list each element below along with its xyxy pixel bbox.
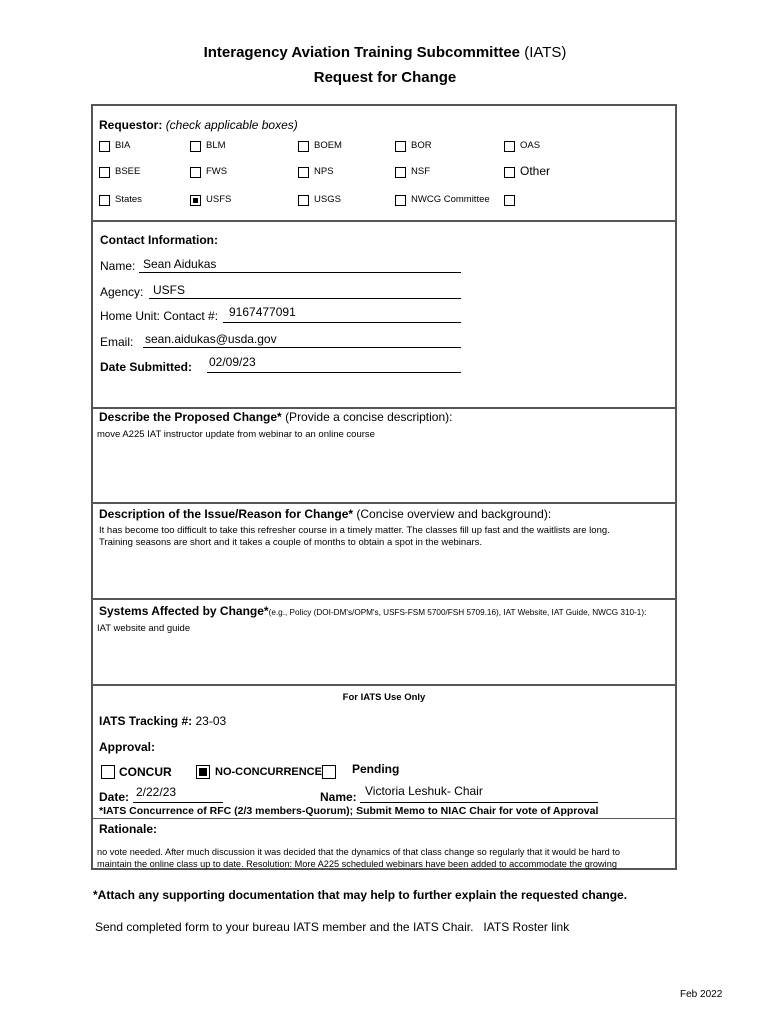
agency-checkbox-other[interactable] — [504, 167, 515, 178]
approval-date-label: Date: — [99, 790, 130, 804]
approval-label: Approval: — [99, 740, 156, 754]
home-unit-underline — [223, 322, 461, 323]
agency-label-nwcg-committee: NWCG Committee — [411, 194, 490, 205]
section-divider — [93, 598, 675, 600]
request-form — [91, 104, 677, 870]
agency-label-usfs: USFS — [206, 194, 232, 205]
concur-checkbox[interactable] — [101, 765, 115, 779]
approver-name-label: Name: — [320, 790, 357, 804]
agency-label-oas: OAS — [520, 140, 541, 151]
no-concurrence-checkbox[interactable] — [196, 765, 210, 779]
form-subtitle: Request for Change — [313, 69, 457, 86]
concurrence-note: *IATS Concurrence of RFC (2/3 members-Quorum); Submit Memo to NIAC Chair for vote of Approval — [99, 805, 599, 817]
proposed-change-heading: Describe the Proposed Change* (Provide a concise description): — [99, 410, 453, 424]
agency-label-usgs: USGS — [314, 194, 341, 205]
agency-label-blm: BLM — [206, 140, 226, 151]
iats-roster-link[interactable]: IATS Roster link — [483, 920, 570, 934]
agency-checkbox-nwcg-committee[interactable] — [395, 195, 406, 206]
agency-checkbox-nsf[interactable] — [395, 167, 406, 178]
name-underline — [139, 272, 461, 273]
agency-checkbox-bsee[interactable] — [99, 167, 110, 178]
agency-label-nps: NPS — [314, 166, 334, 177]
tracking-row: IATS Tracking #: 23-03 — [99, 714, 227, 728]
email-underline — [143, 347, 461, 348]
home-unit-field[interactable]: 9167477091 — [229, 305, 296, 319]
email-label: Email: — [100, 335, 134, 349]
agency-checkbox-oas[interactable] — [504, 141, 515, 152]
requestor-heading — [99, 118, 298, 132]
agency-checkbox-blank[interactable] — [504, 195, 515, 206]
send-note: Send completed form to your bureau IATS member and the IATS Chair. — [95, 920, 474, 934]
section-divider — [93, 220, 675, 222]
date-submitted-field[interactable]: 02/09/23 — [209, 355, 256, 369]
form-title — [0, 44, 770, 61]
concur-label: CONCUR — [119, 765, 172, 779]
agency-label-bsee: BSEE — [115, 166, 141, 177]
requestor-hint: (check applicable boxes) — [165, 118, 298, 132]
tracking-number[interactable]: 23-03 — [195, 714, 227, 728]
title-abbr: (IATS) — [524, 44, 567, 61]
iats-use-heading: For IATS Use Only — [342, 692, 426, 703]
home-unit-label: Home Unit: Contact #: — [100, 309, 219, 323]
no-concurrence-label: NO-CONCURRENCE — [215, 766, 322, 778]
pending-label: Pending — [352, 762, 400, 776]
agency-label-bor: BOR — [411, 140, 432, 151]
rationale-line-1[interactable]: no vote needed. After much discussion it was decided that the dynamics of that class change so regularly that it would be hard to — [97, 847, 620, 857]
agency-checkbox-states[interactable] — [99, 195, 110, 206]
agency-label-nsf: NSF — [411, 166, 430, 177]
systems-text[interactable]: IAT website and guide — [97, 623, 191, 634]
agency-label: Agency: — [100, 285, 144, 299]
form-date-code: Feb 2022 — [680, 989, 723, 1000]
issue-reason-line-1[interactable]: It has become too difficult to take this refresher course in a timely matter. The classes fill up fast and the waitlists are long. — [99, 525, 610, 536]
issue-reason-heading: Description of the Issue/Reason for Change* (Concise overview and background): — [99, 507, 552, 521]
approver-name-underline — [360, 802, 598, 803]
name-label: Name: — [100, 259, 136, 273]
attach-note: *Attach any supporting documentation that may help to further explain the requested change. — [93, 888, 628, 902]
section-divider — [93, 407, 675, 409]
section-divider — [93, 502, 675, 504]
agency-checkbox-bor[interactable] — [395, 141, 406, 152]
email-field[interactable]: sean.aidukas@usda.gov — [145, 332, 277, 346]
requestor-label: Requestor: — [99, 118, 163, 132]
agency-underline — [149, 298, 461, 299]
agency-label-bia: BIA — [115, 140, 131, 151]
agency-label-other: Other — [520, 164, 551, 178]
agency-checkbox-nps[interactable] — [298, 167, 309, 178]
agency-label-fws: FWS — [206, 166, 228, 177]
issue-reason-line-2[interactable]: Training seasons are short and it takes a couple of months to obtain a spot in the webinars. — [99, 537, 483, 548]
send-note-row — [95, 920, 569, 934]
date-submitted-underline — [207, 372, 461, 373]
title-main: Interagency Aviation Training Subcommittee — [203, 44, 521, 61]
pending-checkbox[interactable] — [322, 765, 336, 779]
proposed-change-text[interactable]: move A225 IAT instructor update from webinar to an online course — [97, 429, 375, 440]
contact-heading: Contact Information: — [100, 233, 218, 247]
agency-checkbox-boem[interactable] — [298, 141, 309, 152]
date-submitted-label: Date Submitted: — [100, 360, 193, 374]
rationale-divider — [93, 818, 675, 819]
agency-label-states: States — [115, 194, 142, 205]
agency-checkbox-usfs[interactable] — [190, 195, 201, 206]
systems-heading: Systems Affected by Change*(e.g., Policy (DOI-DM's/OPM's, USFS-FSM 5700/FSH 5709.16), IAT Website, IAT Guide, NWCG 310-1): — [99, 604, 647, 618]
approver-name-field[interactable]: Victoria Leshuk- Chair — [365, 784, 483, 798]
agency-checkbox-blm[interactable] — [190, 141, 201, 152]
agency-checkbox-usgs[interactable] — [298, 195, 309, 206]
rationale-line-2[interactable]: maintain the online class up to date. Resolution: More A225 scheduled webinars have been added to accommodate the growing — [97, 859, 617, 869]
approval-date-underline — [133, 802, 223, 803]
rationale-label: Rationale: — [99, 822, 158, 836]
agency-field[interactable]: USFS — [153, 283, 186, 297]
section-divider — [93, 684, 675, 686]
approval-date-field[interactable]: 2/22/23 — [136, 785, 177, 799]
agency-label-boem: BOEM — [314, 140, 342, 151]
name-field[interactable]: Sean Aidukas — [143, 257, 217, 271]
agency-checkbox-fws[interactable] — [190, 167, 201, 178]
agency-checkbox-bia[interactable] — [99, 141, 110, 152]
